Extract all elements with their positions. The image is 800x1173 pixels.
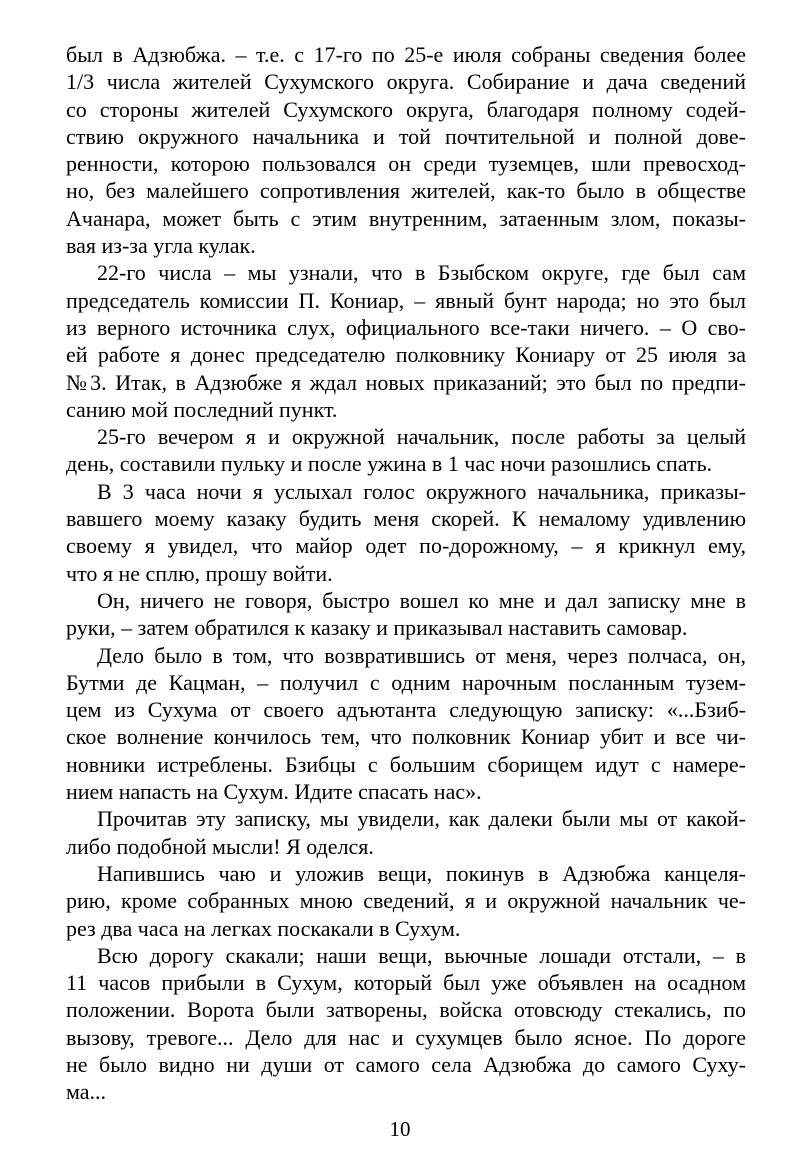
page-number: 10: [389, 1117, 411, 1141]
text-line: ренности, которою пользовался он среди туземцев, шли превосход-: [66, 151, 746, 177]
text-line: ствию окружного начальника и той почтительной и полной дове-: [66, 123, 746, 149]
text-line: цем из Сухума от своего адъютанта следующую записку: «...Бзиб-: [66, 697, 746, 723]
text-line: из верного источника слух, официального все-таки ничего. – О сво-: [66, 314, 746, 340]
text-line: Дело было в том, что возвратившись от меня, через полчаса, он,: [97, 642, 746, 668]
text-line: рез два часа на легках поскакали в Сухум.: [66, 915, 461, 941]
text-line: положении. Ворота были затворены, войска отовсюду стекались, по: [66, 997, 746, 1023]
text-line: 22-го числа – мы узнали, что в Бзыбском округе, где был сам: [97, 260, 746, 286]
text-line: №3. Итак, в Адзюбже я ждал новых приказаний; это был по предпи-: [66, 369, 746, 395]
text-line: санию мой последний пункт.: [66, 396, 338, 422]
text-line: нием напасть на Сухум. Идите спасать нас».: [66, 779, 482, 805]
text-line: вавшего моему казаку будить меня скорей. К немалому удивлению: [66, 506, 746, 532]
text-line: но, без малейшего сопротивления жителей, как-то было в обществе: [66, 178, 746, 204]
text-line: ей работе я донес председателю полковнику Кониару от 25 июля за: [66, 342, 746, 368]
text-line: что я не сплю, прошу войти.: [66, 560, 333, 586]
text-line: Ачанара, может быть с этим внутренним, затаенным злом, показы-: [66, 205, 746, 231]
text-line: не было видно ни души от самого села Адзюбжа до самого Суху-: [66, 1051, 746, 1077]
text-line: председатель комиссии П. Кониар, – явный бунт народа; но это был: [66, 287, 746, 313]
text-line: 25-го вечером я и окружной начальник, после работы за целый: [97, 424, 746, 450]
text-line: рию, кроме собранных мною сведений, я и окружной начальник че-: [66, 888, 746, 914]
text-line: новники истреблены. Бзибцы с большим сборищем идут с намере-: [66, 751, 746, 777]
text-line: либо подобной мысли! Я оделся.: [66, 833, 374, 859]
text-line: Напившись чаю и уложив вещи, покинув в Адзюбжа канцеля-: [97, 860, 746, 886]
text-line: В 3 часа ночи я услыхал голос окружного начальника, приказы-: [97, 478, 746, 504]
text-line: был в Адзюбжа. – т.е. с 17-го по 25-е июля собраны сведения более: [66, 42, 746, 67]
text-line: руки, – затем обратился к казаку и приказывал наставить самовар.: [66, 615, 688, 641]
page-text: [66, 41, 746, 1106]
text-line: 11 часов прибыли в Сухум, который был уже объявлен на осадном: [66, 970, 746, 996]
text-line: Он, ничего не говоря, быстро вошел ко мне и дал записку мне в: [97, 587, 746, 613]
text-line: 1/3 числа жителей Сухумского округа. Собирание и дача сведений: [66, 69, 746, 95]
text-line: Всю дорогу скакали; наши вещи, вьючные лошади отстали, – в: [97, 942, 746, 968]
text-line: Прочитав эту записку, мы увидели, как далеки были мы от какой-: [97, 806, 746, 832]
text-line: день, составили пульку и после ужина в 1 час ночи разошлись спать.: [66, 451, 713, 477]
text-line: ское волнение кончилось тем, что полковник Кониар убит и все чи-: [66, 724, 746, 750]
text-line: Бутми де Кацман, – получил с одним нарочным посланным тузем-: [66, 669, 746, 695]
text-line: вызову, тревоге... Дело для нас и сухумцев было ясное. По дороге: [66, 1024, 746, 1050]
text-line: вая из-за угла кулак.: [66, 233, 256, 259]
text-line: ма...: [66, 1079, 107, 1105]
text-line: своему я увидел, что майор одет по-дорожному, – я крикнул ему,: [66, 533, 746, 559]
text-line: со стороны жителей Сухумского округа, благодаря полному содей-: [66, 96, 746, 122]
